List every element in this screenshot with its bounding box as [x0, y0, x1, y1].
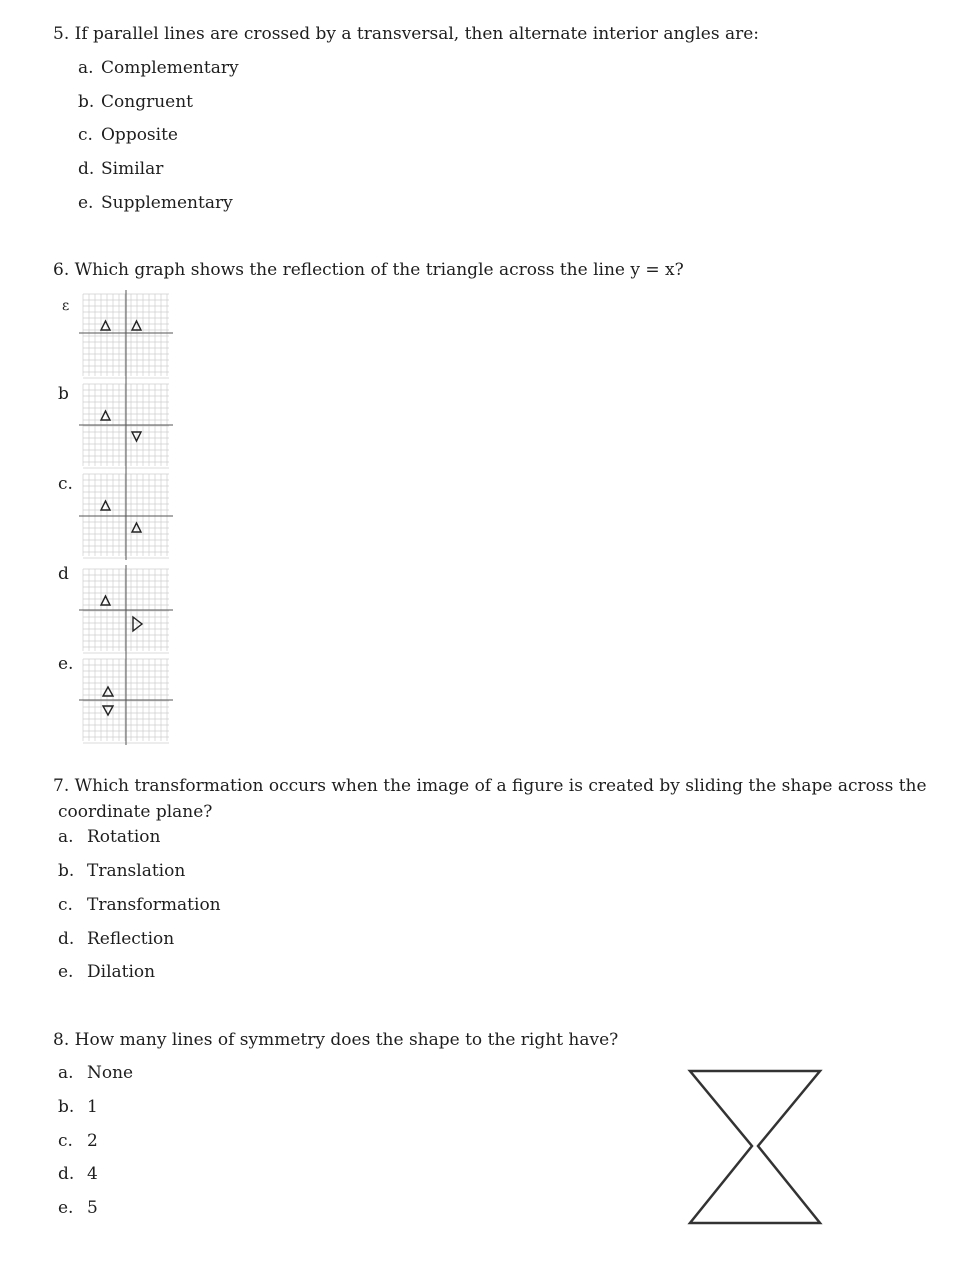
- q8-option-a-text: None: [87, 1063, 134, 1083]
- q5-option-e-text: Supplementary: [101, 193, 233, 213]
- q6-question: 6. Which graph shows the reflection of the triangle across the line y = x?: [53, 260, 684, 280]
- q6-option-d-graph: [79, 565, 173, 655]
- q8-option-e-letter: e.: [58, 1198, 74, 1218]
- q5-question: 5. If parallel lines are crossed by a transversal, then alternate interior angles are:: [53, 24, 760, 44]
- q5-option-b-letter: b.: [78, 92, 95, 112]
- q6-option-b-letter: b: [58, 384, 69, 404]
- q7-option-e-letter: e.: [58, 962, 74, 982]
- q6-option-e-letter: e.: [58, 654, 74, 674]
- q5-option-d-letter: d.: [78, 159, 95, 179]
- q6-option-a-graph: [79, 290, 173, 380]
- q5-option-a-text: Complementary: [101, 58, 239, 78]
- q8-option-a-letter: a.: [58, 1063, 74, 1083]
- q8-option-d-letter: d.: [58, 1164, 75, 1184]
- q8-option-d-text: 4: [87, 1164, 98, 1184]
- q6-option-c-graph: [79, 470, 173, 560]
- q6-option-a-letter: ε: [62, 298, 70, 314]
- q7-question-line1: 7. Which transformation occurs when the image of a figure is created by sliding the shape across the: [53, 776, 927, 796]
- q5-option-b-text: Congruent: [101, 92, 193, 112]
- q8-option-e-text: 5: [87, 1198, 98, 1218]
- q7-option-a-letter: a.: [58, 827, 74, 847]
- q8-question: 8. How many lines of symmetry does the shape to the right have?: [53, 1030, 619, 1050]
- q6-option-c-letter: c.: [58, 474, 73, 494]
- q7-option-c-text: Transformation: [87, 895, 221, 915]
- q5-option-e-letter: e.: [78, 193, 94, 213]
- q8-option-c-text: 2: [87, 1131, 98, 1151]
- q7-option-a-text: Rotation: [87, 827, 161, 847]
- q7-question-line2: coordinate plane?: [58, 802, 213, 822]
- q8-option-c-letter: c.: [58, 1131, 73, 1151]
- q5-option-c-letter: c.: [78, 125, 93, 145]
- q7-option-d-letter: d.: [58, 929, 75, 949]
- q5-option-c-text: Opposite: [101, 125, 178, 145]
- q7-option-b-text: Translation: [87, 861, 186, 881]
- q8-option-b-text: 1: [87, 1097, 98, 1117]
- q8-hourglass-shape: [684, 1066, 826, 1230]
- q7-option-b-letter: b.: [58, 861, 75, 881]
- q6-option-e-graph: [79, 655, 173, 745]
- q5-option-a-letter: a.: [78, 58, 94, 78]
- q7-option-e-text: Dilation: [87, 962, 156, 982]
- q5-option-d-text: Similar: [101, 159, 164, 179]
- q6-option-b-graph: [79, 380, 173, 470]
- q7-option-d-text: Reflection: [87, 929, 175, 949]
- q7-option-c-letter: c.: [58, 895, 73, 915]
- q6-option-d-letter: d: [58, 564, 69, 584]
- q8-option-b-letter: b.: [58, 1097, 75, 1117]
